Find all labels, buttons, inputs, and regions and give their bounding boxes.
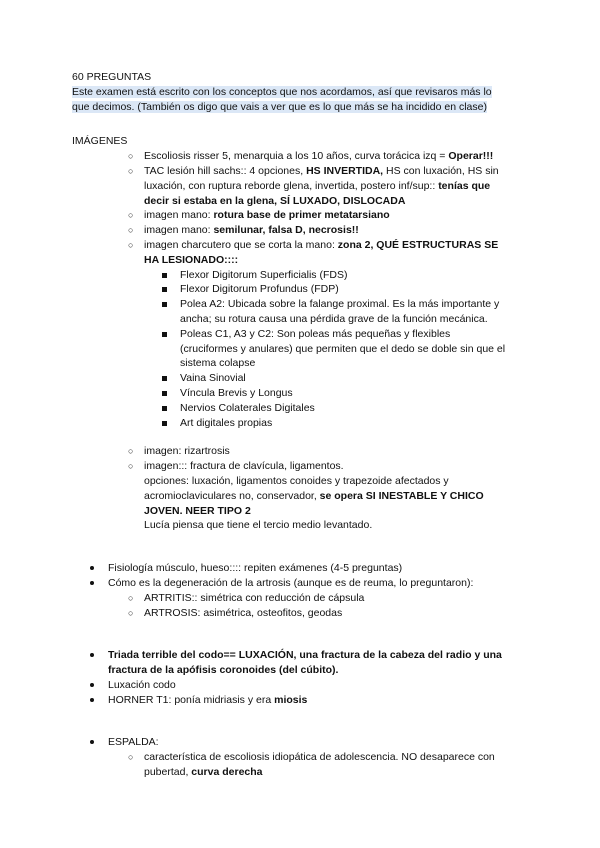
list-item: Luxación codo: [72, 678, 532, 693]
list-item: Polea A2: Ubicada sobre la falange proximal. Es la más importante y ancha; su rotura causa una pérdida grave de la función mecánica.: [72, 297, 532, 327]
doc-title: 60 PREGUNTAS: [72, 71, 152, 83]
list-item: ○ imagen: rizartrosis: [72, 444, 532, 459]
list-item: ○ imagen mano: semilunar, falsa D, necrosis!!: [72, 223, 532, 238]
document-page: [72, 70, 532, 780]
list-item: ○ TAC lesión hill sachs:: 4 opciones, HS INVERTIDA, HS con luxación, HS sin luxación, con ruptura reborde glena, invertida, postero inf/sup:: tenías que decir si estaba en la glena, SÍ LUXADO, DISLOCADA: [72, 164, 532, 208]
fisiologia-list: [72, 561, 532, 591]
list-item: Fisiología músculo, hueso:::: repiten exámenes (4-5 preguntas): [72, 561, 532, 576]
list-item: ○ característica de escoliosis idiopática de adolescencia. NO desaparece con pubertad, curva derecha: [72, 750, 532, 780]
list-item: ESPALDA:: [72, 735, 532, 750]
section-imagenes-heading: IMÁGENES: [72, 135, 128, 148]
list-item: Flexor Digitorum Profundus (FDP): [72, 282, 532, 297]
list-item: Nervios Colaterales Digitales: [72, 401, 532, 416]
artrosis-sublist: [72, 591, 532, 621]
list-item: ○ Escoliosis risser 5, menarquia a los 10 años, curva torácica izq = Operar!!!: [72, 149, 532, 164]
intro-line-1: Este examen está escrito con los conceptos que nos acordamos, así que revisaros más lo: [72, 85, 492, 98]
list-item: ○ ARTROSIS: asimétrica, osteofitos, geodas: [72, 606, 532, 621]
codo-list: [72, 648, 532, 707]
list-item: Víncula Brevis y Longus: [72, 386, 532, 401]
list-item: Flexor Digitorum Superficialis (FDS): [72, 268, 532, 283]
list-item: HORNER T1: ponía midriasis y era miosis: [72, 693, 532, 708]
list-item: Vaina Sinovial: [72, 371, 532, 386]
list-item: ○ imagen::: fractura de clavícula, ligamentos. opciones: luxación, ligamentos conoides y trapezoide afectados y acromioclaviculares no, conservador, se opera SI INESTABLE Y CHICO JOVEN. NEER TIPO 2 Lucía piensa que tiene el tercio medio levantado.: [72, 459, 532, 533]
list-item: Art digitales propias: [72, 416, 532, 431]
list-item: Cómo es la degeneración de la artrosis (aunque es de reuma, lo preguntaron):: [72, 576, 532, 591]
list-item: ○ ARTRITIS:: simétrica con reducción de cápsula: [72, 591, 532, 606]
list-item: Poleas C1, A3 y C2: Son poleas más pequeñas y flexibles (cruciformes y anulares) que permiten que el dedo se doble sin que el sistema colapse: [72, 327, 532, 371]
espalda-list: [72, 735, 532, 750]
intro-line-2: que decimos. (También os digo que vais a ver que es lo que más se ha incidido en clase): [72, 100, 487, 113]
imagenes-list: [72, 149, 532, 267]
list-item: ○ imagen charcutero que se corta la mano: zona 2, QUÉ ESTRUCTURAS SE HA LESIONADO::::: [72, 238, 532, 268]
list-item: ○ imagen mano: rotura base de primer metatarsiano: [72, 208, 532, 223]
espalda-sublist: [72, 750, 532, 780]
imagenes-list-2: [72, 444, 532, 533]
structures-list: [72, 268, 532, 431]
list-item: Triada terrible del codo== LUXACIÓN, una fractura de la cabeza del radio y una fractura de la apófisis coronoides (del cúbito).: [72, 648, 532, 678]
